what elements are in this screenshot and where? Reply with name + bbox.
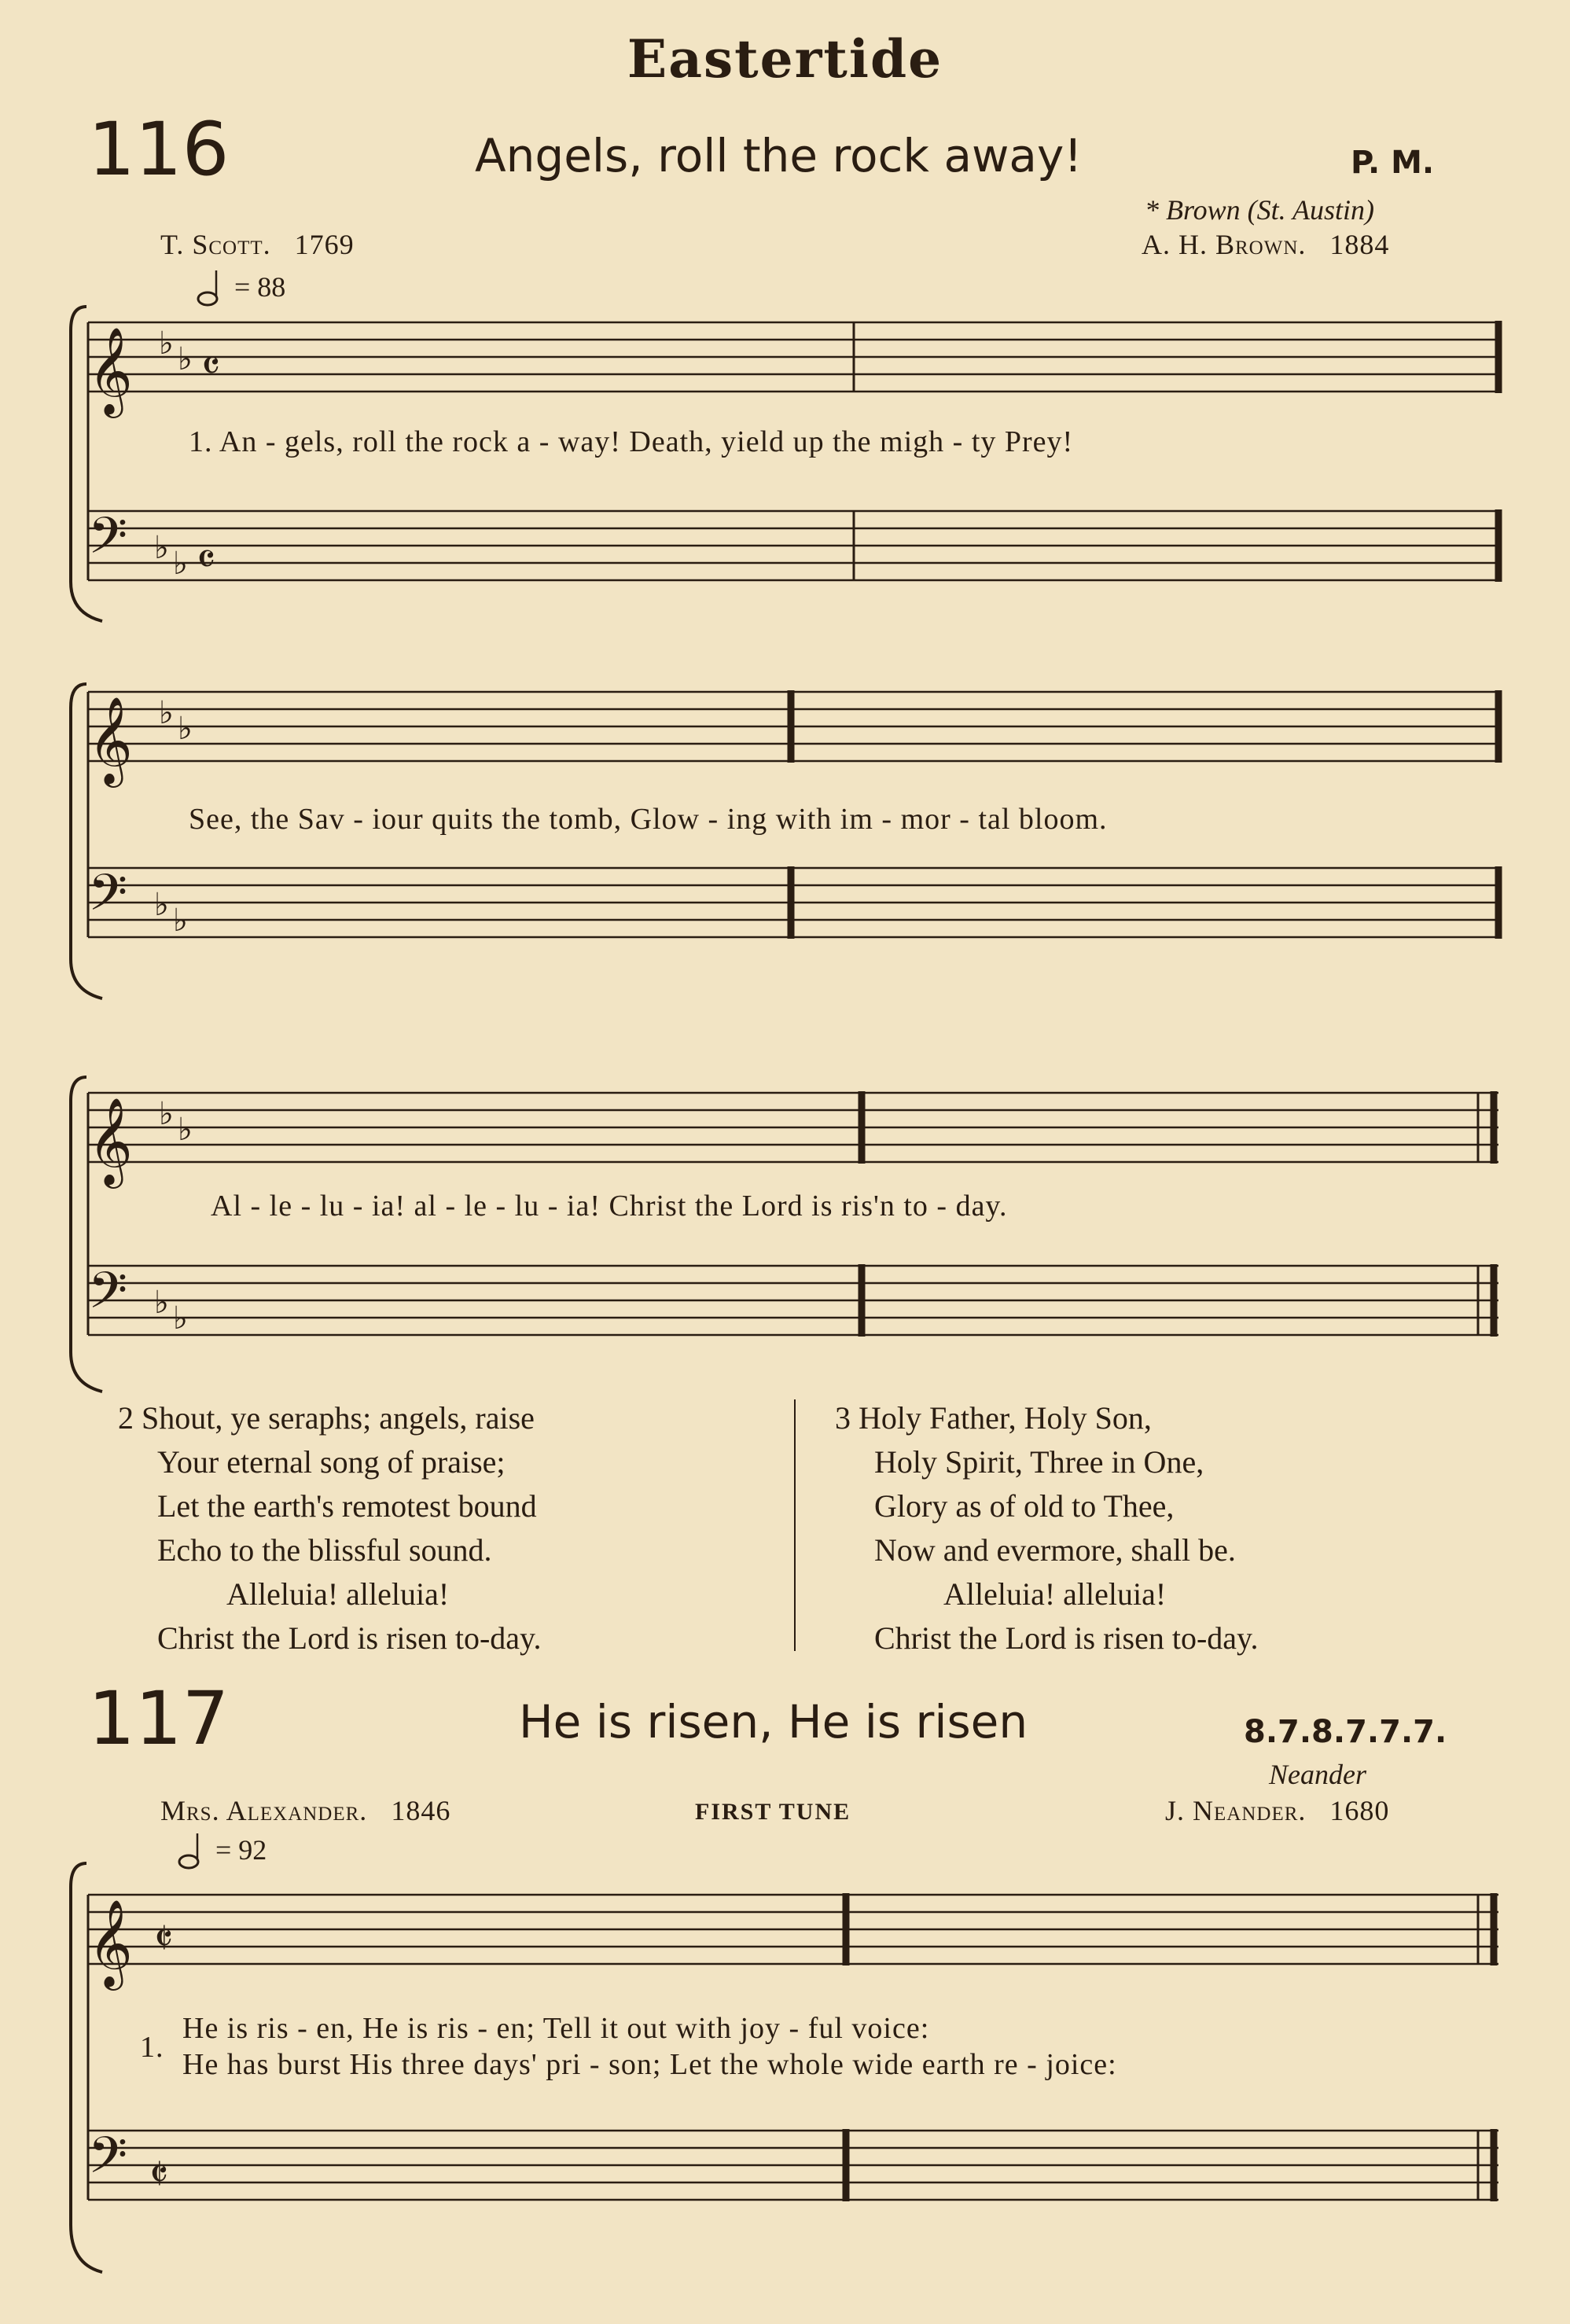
verse-3 <box>835 1396 1258 1660</box>
lyrics-117-a: He is ris - en, He is ris - en; Tell it out with joy - ful voice: <box>182 2012 930 2045</box>
svg-text:♭: ♭ <box>173 546 188 582</box>
verse-line: Your eternal song of praise; <box>157 1444 506 1480</box>
verse-line: 3 Holy Father, Holy Son, <box>835 1400 1152 1436</box>
music-system-3 <box>0 1069 1570 1399</box>
tune-name-117: Neander <box>1269 1759 1366 1790</box>
verse-line: Christ the Lord is risen to-day. <box>874 1620 1259 1656</box>
svg-text:♭: ♭ <box>173 1300 188 1337</box>
svg-text:𝄴: 𝄴 <box>197 535 216 584</box>
verse-line: Alleluia! alleluia! <box>943 1576 1167 1612</box>
svg-text:♭: ♭ <box>154 530 169 566</box>
svg-text:♭: ♭ <box>178 341 193 377</box>
treble-clef-icon: 𝄞 <box>88 1899 133 1987</box>
svg-text:♭: ♭ <box>178 711 193 747</box>
verse-2 <box>118 1396 541 1660</box>
bass-clef-icon: 𝄢 <box>88 2127 128 2197</box>
composer-year: 1884 <box>1329 229 1390 260</box>
author-year: 1769 <box>294 229 355 260</box>
verse-divider <box>794 1399 796 1651</box>
tune-name-116: * Brown (St. Austin) <box>1145 194 1375 226</box>
bass-clef-icon: 𝄢 <box>88 1262 128 1333</box>
hymn-title-116: Angels, roll the rock away! <box>475 129 1083 182</box>
section-title: Eastertide <box>627 28 943 90</box>
author-year: 1846 <box>391 1795 451 1826</box>
svg-text:♭: ♭ <box>154 887 169 923</box>
svg-text:𝄴: 𝄴 <box>201 341 221 391</box>
bass-clef-icon: 𝄢 <box>88 507 128 578</box>
svg-text:♭: ♭ <box>178 1112 193 1148</box>
lyrics-line-2: See, the Sav - iour quits the tomb, Glow - ing with im - mor - tal bloom. <box>189 803 1108 836</box>
tune-label: FIRST TUNE <box>695 1799 851 1825</box>
bass-clef-icon: 𝄢 <box>88 864 128 935</box>
meter-116: P. M. <box>1351 145 1435 181</box>
tempo-117: = 92 <box>215 1834 267 1866</box>
meter-117: 8.7.8.7.7.7. <box>1244 1714 1447 1750</box>
bass-staff <box>88 507 1498 584</box>
verse-line: Now and evermore, shall be. <box>874 1532 1236 1568</box>
svg-text:𝄵: 𝄵 <box>154 1914 174 1963</box>
lyrics-line-1: 1. An - gels, roll the rock a - way! Death, yield up the migh - ty Prey! <box>189 425 1074 458</box>
verse-line: Alleluia! alleluia! <box>226 1576 450 1612</box>
verse-line: Glory as of old to Thee, <box>874 1488 1175 1524</box>
composer-year: 1680 <box>1329 1795 1390 1826</box>
svg-text:♭: ♭ <box>159 325 174 362</box>
author-117 <box>160 1794 450 1827</box>
tempo-116: = 88 <box>234 271 286 303</box>
treble-staff <box>88 321 1498 418</box>
hymn-title-117: He is risen, He is risen <box>519 1695 1028 1749</box>
verse-number-117: 1. <box>140 2031 164 2064</box>
composer-117 <box>1165 1794 1389 1827</box>
lyrics-line-3: Al - le - lu - ia! al - le - lu - ia! Christ the Lord is ris'n to - day. <box>211 1190 1008 1223</box>
verse-line: Let the earth's remotest bound <box>157 1488 537 1524</box>
music-system-2 <box>0 676 1570 1006</box>
svg-text:♭: ♭ <box>173 903 188 939</box>
verse-line: 2 Shout, ye seraphs; angels, raise <box>118 1400 535 1436</box>
svg-text:♭: ♭ <box>159 1096 174 1132</box>
lyrics-117-b: He has burst His three days' pri - son; Let the whole wide earth re - joice: <box>182 2048 1117 2081</box>
verse-line: Echo to the blissful sound. <box>157 1532 492 1568</box>
treble-clef-icon: 𝄞 <box>88 326 133 414</box>
music-system-1 <box>0 299 1570 629</box>
treble-clef-icon: 𝄞 <box>88 696 133 784</box>
verse-line: Christ the Lord is risen to-day. <box>157 1620 542 1656</box>
hymn-number-116: 116 <box>88 107 230 193</box>
author-name: Mrs. Alexander. <box>160 1795 368 1826</box>
svg-text:♭: ♭ <box>159 695 174 731</box>
composer-name: A. H. Brown. <box>1142 229 1307 260</box>
composer-name: J. Neander. <box>1165 1795 1307 1826</box>
author-name: T. Scott. <box>160 229 271 260</box>
author-116 <box>160 228 355 261</box>
treble-clef-icon: 𝄞 <box>88 1097 133 1185</box>
composer-116 <box>1142 228 1389 261</box>
svg-text:♭: ♭ <box>154 1285 169 1321</box>
verse-line: Holy Spirit, Three in One, <box>874 1444 1204 1480</box>
hymn-number-117: 117 <box>88 1676 230 1762</box>
svg-text:𝄵: 𝄵 <box>149 2149 169 2199</box>
